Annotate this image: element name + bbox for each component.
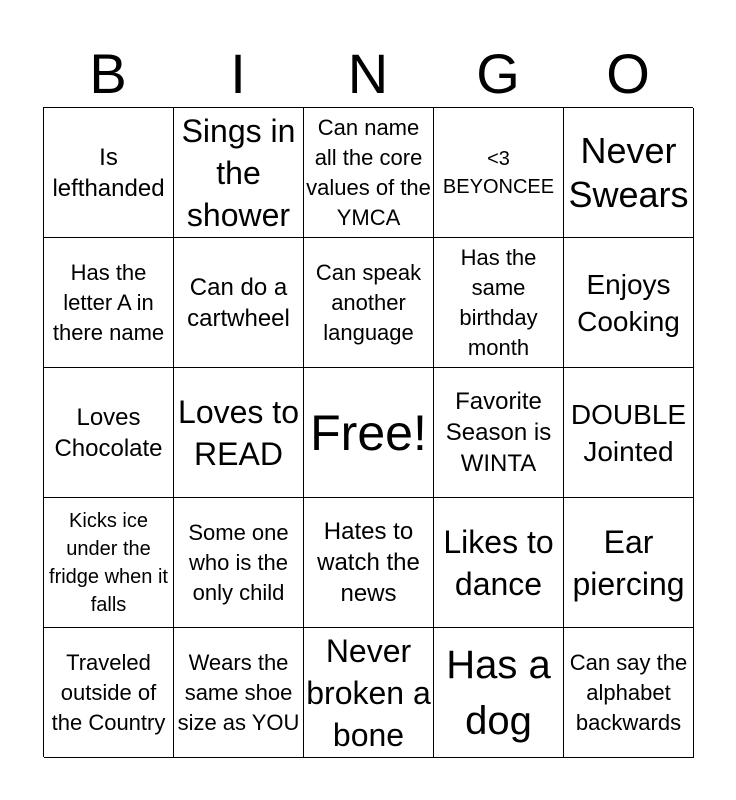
bingo-cell[interactable] bbox=[564, 238, 694, 368]
bingo-cell[interactable] bbox=[564, 628, 694, 758]
cell-text: Never broken a bone bbox=[306, 632, 431, 753]
cell-text: Has the letter A in there name bbox=[52, 259, 165, 345]
cell-text: Is lefthanded bbox=[52, 143, 165, 202]
bingo-cell[interactable] bbox=[434, 498, 564, 628]
cell-text: Free! bbox=[310, 404, 427, 461]
cell-text: Has the same birthday month bbox=[459, 244, 538, 360]
bingo-header bbox=[43, 40, 693, 108]
cell-text: Wears the same shoe size as YOU bbox=[177, 649, 300, 735]
header-letter-n: N bbox=[347, 42, 389, 105]
cell-text: Loves Chocolate bbox=[54, 403, 163, 462]
free-space[interactable] bbox=[304, 368, 434, 498]
header-letter-i: I bbox=[230, 42, 246, 105]
cell-text: Can name all the core values of the YMCA bbox=[306, 114, 431, 230]
bingo-cell[interactable] bbox=[174, 238, 304, 368]
bingo-cell[interactable] bbox=[304, 238, 434, 368]
bingo-cell[interactable] bbox=[174, 368, 304, 498]
cell-text: Favorite Season is WINTA bbox=[445, 388, 552, 477]
cell-text: Has a dog bbox=[446, 642, 551, 743]
bingo-cell[interactable] bbox=[564, 108, 694, 238]
bingo-cell[interactable] bbox=[44, 498, 174, 628]
header-letter-o: O bbox=[606, 42, 650, 105]
cell-text: DOUBLE Jointed bbox=[570, 398, 687, 467]
header-letter-g: G bbox=[476, 42, 520, 105]
bingo-grid bbox=[43, 107, 693, 757]
cell-text: Hates to watch the news bbox=[317, 518, 420, 607]
cell-text: Ear piercing bbox=[572, 523, 685, 602]
bingo-cell[interactable] bbox=[564, 368, 694, 498]
bingo-cell[interactable] bbox=[434, 368, 564, 498]
bingo-cell[interactable] bbox=[434, 108, 564, 238]
bingo-cell[interactable] bbox=[174, 498, 304, 628]
cell-text: Can speak another language bbox=[315, 259, 422, 345]
cell-text: Can say the alphabet backwards bbox=[569, 649, 688, 735]
cell-text: Likes to dance bbox=[443, 523, 554, 602]
bingo-cell[interactable] bbox=[44, 628, 174, 758]
cell-text: Traveled outside of the Country bbox=[51, 649, 166, 735]
bingo-cell[interactable] bbox=[434, 238, 564, 368]
cell-text: Kicks ice under the fridge when it falls bbox=[49, 509, 168, 616]
cell-text: Sings in the shower bbox=[181, 112, 296, 233]
cell-text: <3 BEYONCEE bbox=[442, 147, 555, 198]
bingo-cell[interactable] bbox=[304, 108, 434, 238]
cell-text: Can do a cartwheel bbox=[187, 273, 290, 332]
bingo-cell[interactable] bbox=[174, 108, 304, 238]
bingo-cell[interactable] bbox=[174, 628, 304, 758]
cell-text: Some one who is the only child bbox=[188, 519, 289, 605]
bingo-cell[interactable] bbox=[434, 628, 564, 758]
header-letter-b: B bbox=[89, 42, 127, 105]
bingo-cell[interactable] bbox=[44, 108, 174, 238]
bingo-cell[interactable] bbox=[304, 498, 434, 628]
bingo-cell[interactable] bbox=[44, 368, 174, 498]
bingo-cell[interactable] bbox=[564, 498, 694, 628]
bingo-cell[interactable] bbox=[304, 628, 434, 758]
cell-text: Never Swears bbox=[568, 129, 689, 215]
cell-text: Enjoys Cooking bbox=[577, 268, 680, 337]
bingo-cell[interactable] bbox=[44, 238, 174, 368]
cell-text: Loves to READ bbox=[178, 393, 299, 472]
